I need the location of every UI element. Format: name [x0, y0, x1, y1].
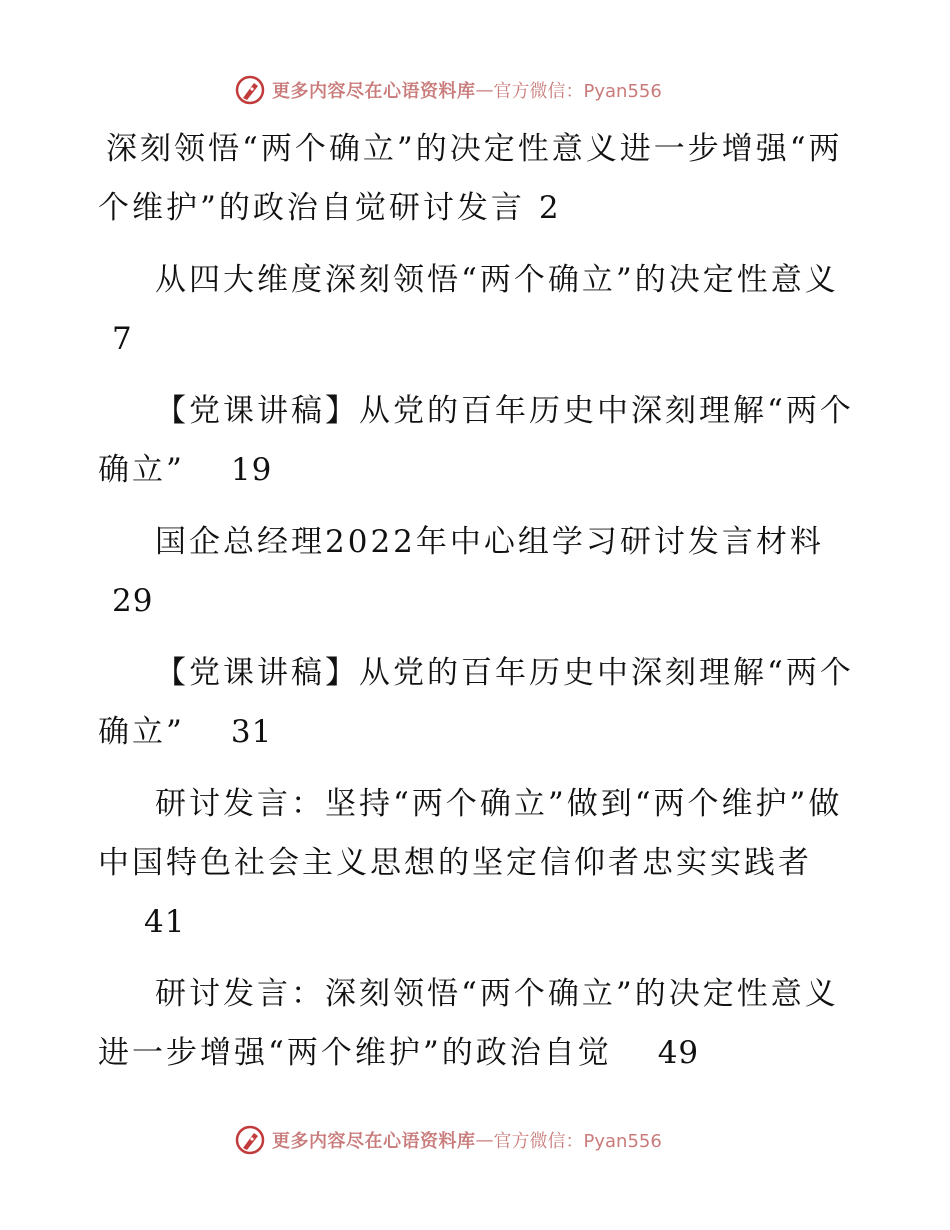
toc-entry-title: 从四大维度深刻领悟“两个确立”的决定性意义: [155, 262, 839, 298]
watermark-wechat: 官方微信：Pyan556: [493, 1131, 662, 1152]
toc-entry-page: 7: [112, 321, 133, 357]
watermark-text: 更多内容尽在心语资料库: [272, 1131, 476, 1152]
watermark-dash: —: [475, 1129, 494, 1151]
toc-entry-page: 31: [230, 714, 273, 750]
footer-watermark: [234, 1122, 662, 1158]
toc-entry-title: 【党课讲稿】从党的百年历史中深刻理解“两个确立”: [98, 393, 854, 488]
toc-entry-page: 2: [538, 190, 560, 226]
toc-entry[interactable]: [98, 775, 858, 952]
toc-entry-title: 研讨发言：坚持“两个确立”做到“两个维护”做中国特色社会主义思想的坚定信仰者忠实实践者: [98, 786, 843, 881]
toc-entry[interactable]: [98, 513, 858, 631]
toc-entry[interactable]: [98, 251, 858, 369]
toc-entry[interactable]: [98, 965, 858, 1083]
watermark-wechat: 官方微信：Pyan556: [493, 81, 662, 102]
toc-entry[interactable]: [98, 644, 858, 762]
toc-entry-title: 深刻领悟“两个确立”的决定性意义进一步增强“两个维护”的政治自觉研讨发言: [98, 131, 843, 226]
header-watermark: [234, 72, 662, 108]
toc-entry-page: 49: [657, 1035, 700, 1071]
toc-entry-page: 19: [230, 452, 273, 488]
watermark-text: 更多内容尽在心语资料库: [272, 81, 476, 102]
watermark-dash: —: [475, 79, 494, 101]
toc-entry-page: 41: [144, 904, 186, 940]
toc-entry-page: 29: [112, 583, 154, 619]
toc-entry-title: 研讨发言：深刻领悟“两个确立”的决定性意义进一步增强“两个维护”的政治自觉: [98, 976, 839, 1071]
toc-entry-title: 【党课讲稿】从党的百年历史中深刻理解“两个确立”: [98, 655, 854, 750]
toc-entry[interactable]: [98, 382, 858, 500]
toc-entry-title: 国企总经理2022年中心组学习研讨发言材料: [155, 524, 824, 560]
pen-nib-logo-icon: [234, 74, 266, 106]
table-of-contents: [98, 120, 858, 1096]
pen-nib-logo-icon: [234, 1124, 266, 1156]
toc-entry[interactable]: [98, 120, 858, 238]
